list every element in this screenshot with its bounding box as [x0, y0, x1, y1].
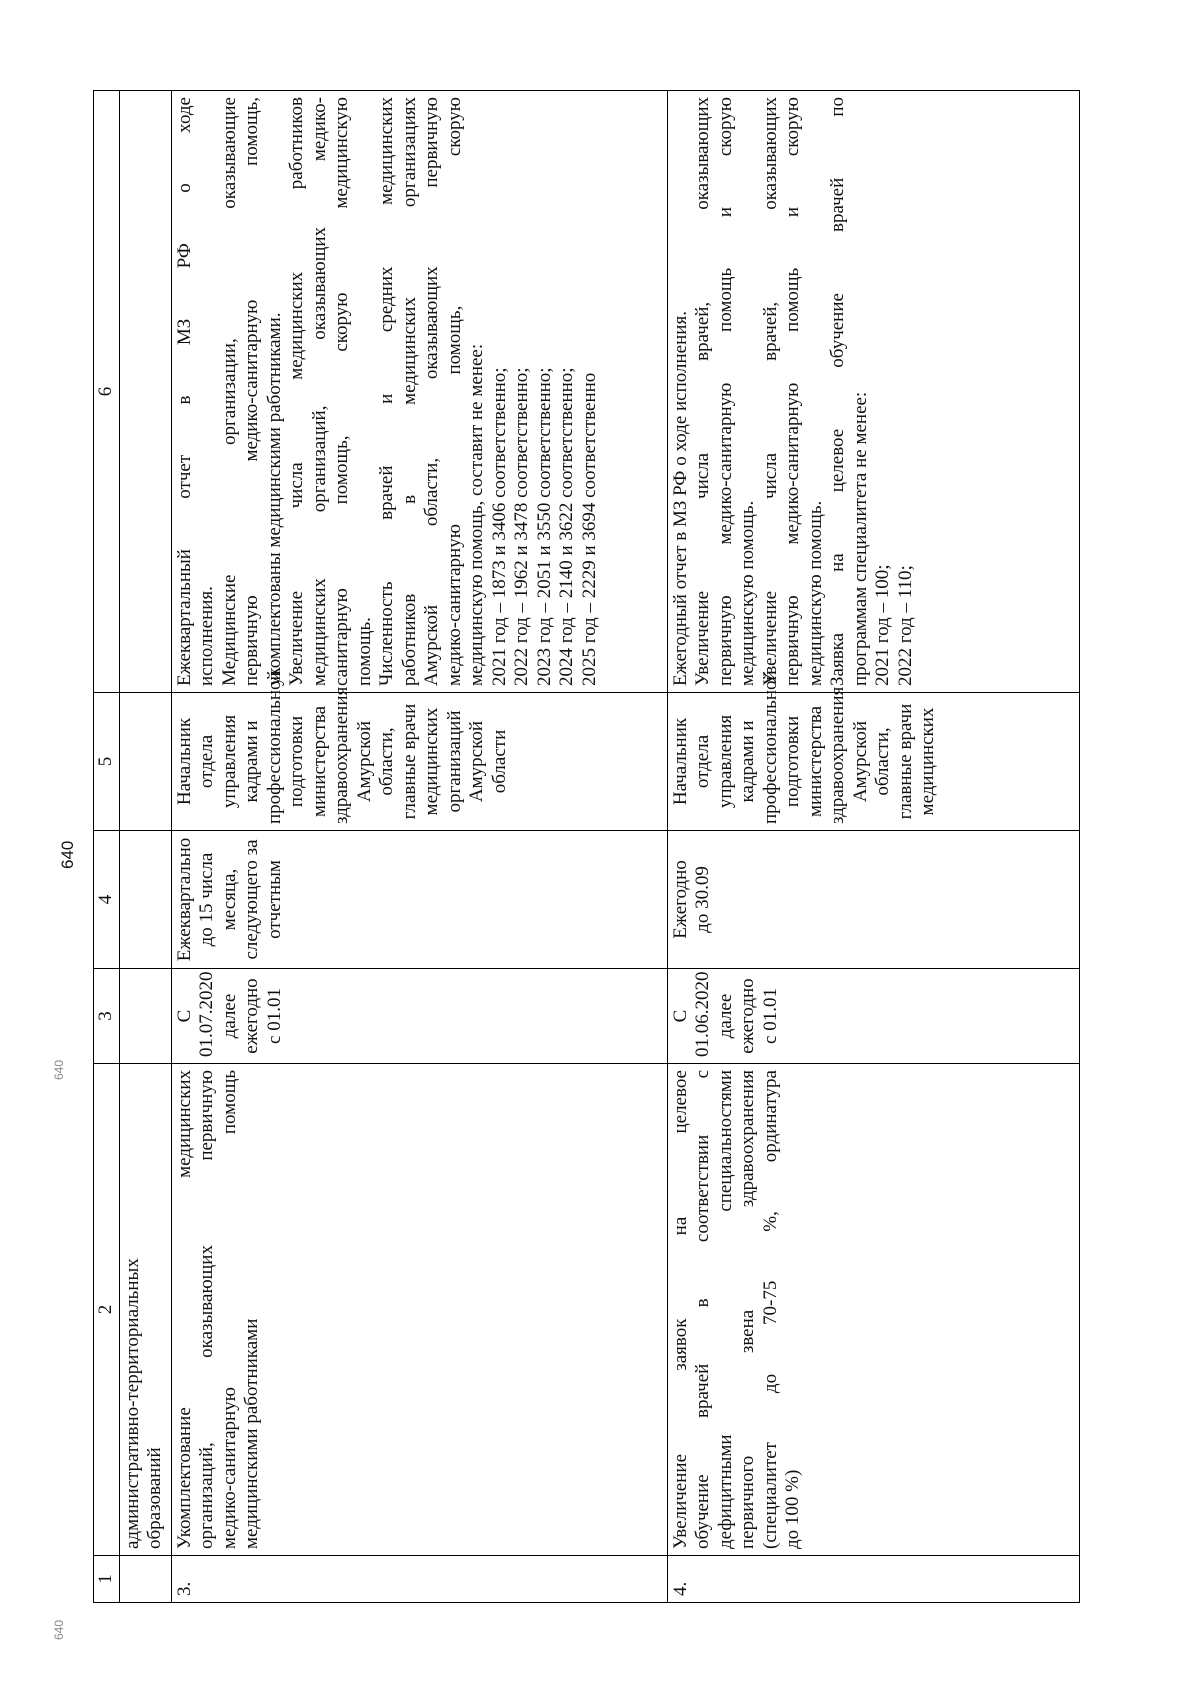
continuation-row: [119, 91, 171, 1603]
period-line: Ежеквартально: [173, 837, 195, 962]
period-cell: [171, 831, 667, 969]
period-line: до 15 числа: [196, 852, 217, 947]
responsible-line: кадрами и: [737, 720, 758, 803]
responsible-line: здравоохранения: [827, 686, 848, 824]
result-line: 2021 год – 100;: [872, 564, 893, 686]
activity-line: обучение врачей в соответствии с: [692, 1070, 713, 1549]
cont-start-cell: [119, 969, 171, 1064]
cont-activity-cell: [119, 1064, 171, 1556]
cont-result-cell: [119, 91, 171, 693]
responsible-line: здравоохранения: [331, 686, 352, 824]
table-row: [667, 91, 1079, 1603]
responsible-line: главные врачи: [398, 703, 420, 820]
activity-cell: [667, 1064, 1079, 1556]
result-line: первичную медико-санитарную помощь и скорую: [714, 97, 736, 686]
result-line: медицинских организаций, оказывающих медико-: [308, 97, 330, 686]
start-line: С: [669, 1009, 691, 1023]
start-line: С: [173, 1009, 195, 1023]
result-line: первичную медико-санитарную помощь,: [241, 97, 262, 686]
result-line: первичную медико-санитарную помощь и скорую: [782, 97, 803, 686]
row-number-cell: 4.: [667, 1556, 1079, 1603]
cont-line: образований: [144, 1447, 165, 1549]
responsible-line: области,: [872, 727, 893, 796]
responsible-line: профессиональной: [759, 670, 781, 824]
start-line: далее: [714, 993, 736, 1039]
responsible-line: управления: [218, 714, 240, 809]
header-cell-2: 2: [94, 1064, 120, 1556]
responsible-line: медицинских: [421, 707, 442, 816]
result-line: санитарную помощь, скорую медицинскую: [331, 97, 352, 686]
margin-page-mark-top: 640: [52, 1619, 66, 1640]
result-cell: [171, 91, 667, 693]
activity-line: медико-санитарную помощь: [218, 1070, 240, 1549]
responsible-line: министерства: [804, 705, 826, 818]
responsible-line: медицинских: [917, 707, 938, 816]
result-line: медико-санитарную помощь, скорую: [443, 97, 465, 686]
responsible-cell: [667, 670, 1079, 831]
activity-line: до 100 %): [782, 1469, 803, 1549]
row-number-cell: 3.: [171, 1556, 667, 1603]
start-date-cell: [171, 969, 667, 1064]
start-line: ежегодно: [241, 978, 262, 1054]
header-cell-6: 6: [94, 91, 120, 693]
result-line: 2021 год – 1873 и 3406 соответственно;: [488, 367, 510, 686]
start-line: 01.06.2020: [692, 971, 713, 1057]
responsible-line: подготовки: [286, 715, 307, 808]
responsible-line: Амурской: [353, 720, 375, 803]
start-line: с 01.01: [263, 988, 285, 1044]
result-line: Увеличение числа медицинских работников: [286, 97, 307, 686]
result-line: Ежеквартальный отчет в МЗ РФ о ходе: [173, 97, 195, 686]
result-line: Увеличение числа врачей, оказывающих: [692, 97, 713, 686]
result-line: Увеличение числа врачей, оказывающих: [759, 97, 781, 686]
responsible-line: кадрами и: [241, 720, 262, 803]
result-line: 2022 год – 110;: [894, 565, 916, 686]
responsible-line: Начальник отдела: [173, 717, 217, 806]
responsible-line: подготовки: [782, 715, 803, 808]
result-line: исполнения.: [196, 586, 217, 686]
period-line: до 30.09: [692, 866, 713, 933]
start-line: ежегодно: [737, 978, 758, 1054]
result-line: 2022 год – 1962 и 3478 соответственно;: [511, 367, 532, 686]
activity-line: Увеличение заявок на целевое: [669, 1070, 691, 1549]
header-cell-3: 3: [94, 969, 120, 1064]
activity-line: организаций, оказывающих первичную: [196, 1070, 217, 1549]
table-row: [171, 91, 667, 1603]
plan-table: [93, 90, 1080, 1603]
responsible-line: главные врачи: [894, 703, 916, 820]
start-line: далее: [218, 993, 240, 1039]
result-line: 2023 год – 2051 и 3550 соответственно;: [533, 367, 555, 686]
cont-num-cell: [119, 1556, 171, 1603]
result-line: медицинскую помощь, составит не менее:: [466, 343, 487, 686]
start-line: с 01.01: [759, 988, 781, 1044]
result-line: 2024 год – 2140 и 3622 соответственно;: [556, 367, 577, 686]
header-cell-4: 4: [94, 831, 120, 969]
responsible-line: Начальник отдела: [669, 717, 713, 806]
responsible-line: управления: [714, 714, 736, 809]
result-line: Медицинские организации, оказывающие: [218, 97, 240, 686]
responsible-line: профессиональной: [263, 670, 285, 824]
start-date-cell: [667, 969, 1079, 1064]
margin-page-mark-middle: 640: [52, 1059, 66, 1080]
result-line: 2025 год – 2229 и 3694 соответственно: [578, 372, 600, 686]
header-cell-1: 1: [94, 1556, 120, 1603]
period-cell: [667, 831, 1079, 969]
responsible-line: министерства: [308, 705, 330, 818]
responsible-cell: [171, 670, 667, 831]
activity-line: медицинскими работниками: [241, 1318, 262, 1549]
result-line: Амурской области, оказывающих первичную: [421, 97, 442, 686]
cont-line: административно-территориальных: [121, 1258, 143, 1549]
activity-line: (специалитет до 70-75 %, ординатура: [759, 1070, 781, 1549]
result-line: Численность врачей и средних медицинских: [376, 97, 397, 686]
result-line: медицинскую помощь.: [804, 500, 826, 686]
activity-line: первичного звена здравоохранения: [737, 1070, 758, 1549]
cont-period-cell: [119, 831, 171, 969]
result-line: Заявка на целевое обучение врачей по: [827, 97, 848, 686]
result-line: укомплектованы медицинскими работниками.: [263, 312, 285, 686]
period-line: отчетным: [263, 860, 285, 939]
result-line: Ежегодный отчет в МЗ РФ о ходе исполнения.: [669, 311, 691, 686]
responsible-line: области,: [376, 727, 397, 796]
result-line: медицинскую помощь.: [737, 500, 758, 686]
result-line: программам специалитета не менее:: [849, 391, 871, 686]
start-line: 01.07.2020: [196, 971, 217, 1057]
cont-responsible-cell: [119, 693, 171, 831]
activity-line: дефицитными специальностями: [714, 1070, 736, 1549]
period-line: месяца,: [218, 868, 240, 931]
period-line: следующего за: [241, 839, 262, 960]
header-cell-5: 5: [94, 693, 120, 831]
activity-cell: [171, 1064, 667, 1556]
page-number: 640: [58, 840, 77, 869]
period-line: Ежегодно: [669, 860, 691, 939]
activity-line: Укомплектование медицинских: [173, 1070, 195, 1549]
responsible-line: Амурской: [849, 720, 871, 803]
responsible-line: организаций: [443, 710, 465, 813]
result-cell: [667, 91, 1079, 693]
result-line: помощь.: [353, 617, 375, 686]
result-line: работников в медицинских организациях: [398, 97, 420, 686]
responsible-line: Амурской области: [466, 720, 510, 803]
header-row: [94, 91, 120, 1603]
